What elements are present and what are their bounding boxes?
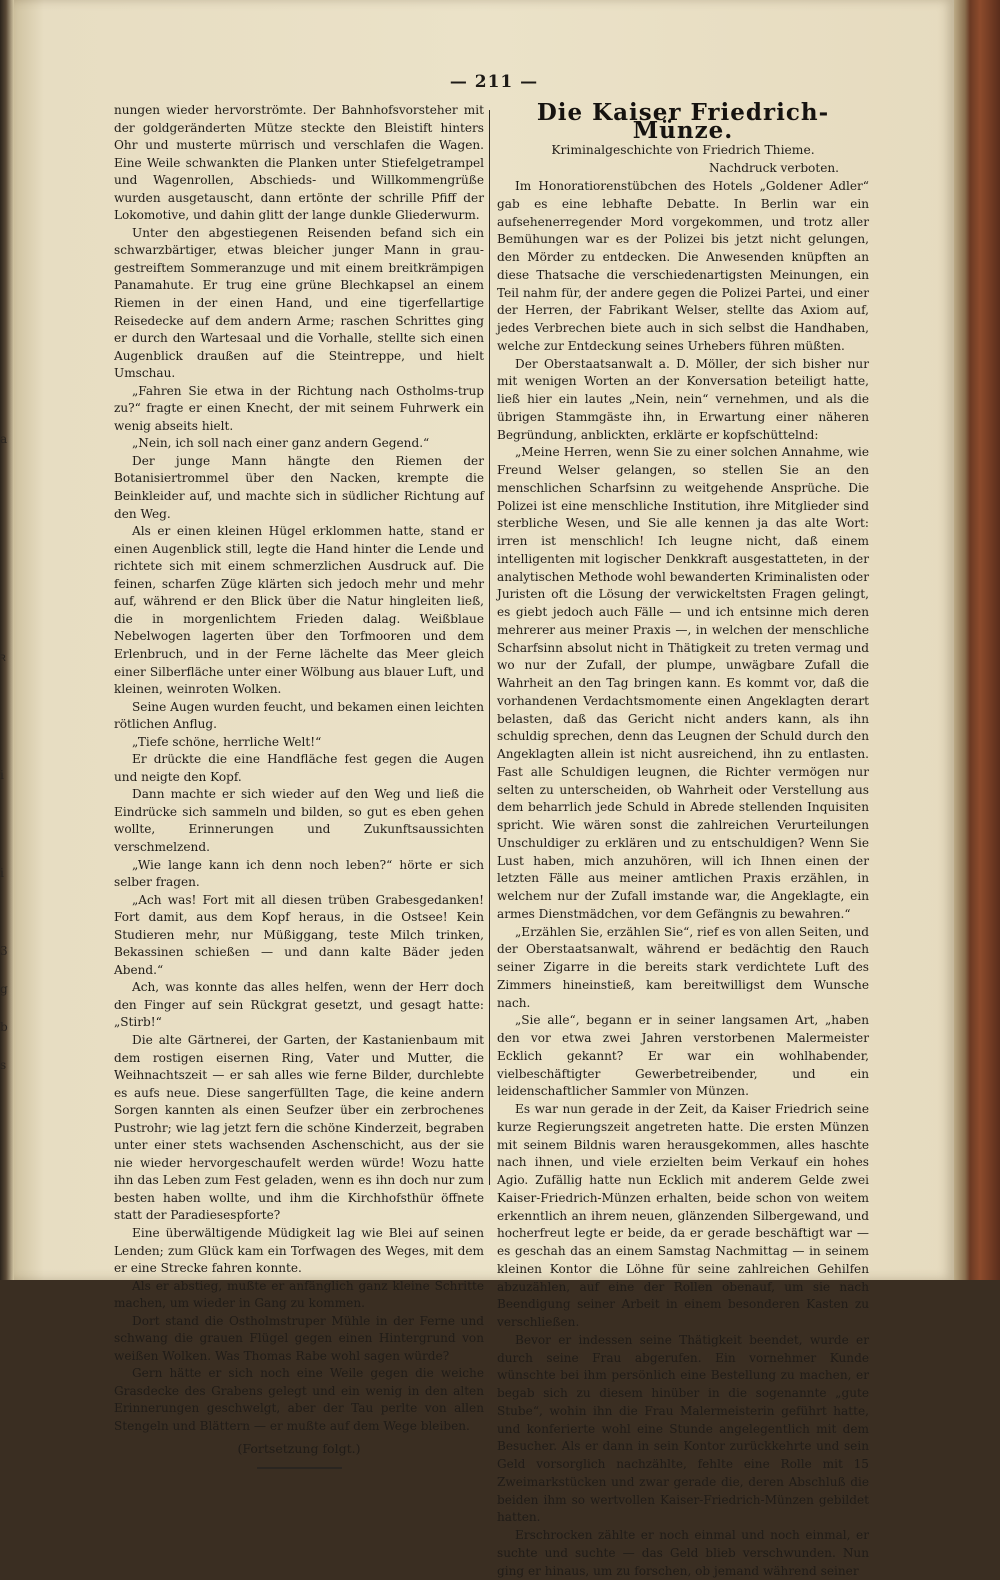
newspaper-page: [14, 0, 954, 1578]
edge-glyph: b: [0, 1020, 8, 1034]
left-paragraph: Er drückte die eine Handfläche fest gegen die Augen und neigte den Kopf.: [114, 752, 484, 784]
left-paragraph: Seine Augen wurden feucht, und bekamen einen leichten rötlichen Anflug.: [114, 699, 484, 732]
left-paragraph: Dann machte er sich wieder auf den Weg und ließ die Eindrücke sich sammeln und bilden, so gut es eben gehen wollte, Erinnerungen und Zukunftsaussichten verschmelzend.: [114, 787, 484, 854]
right-paragraph: Im Honoratiorenstübchen des Hotels „Goldener Adler“ gab es eine lebhafte Debatte. In Berlin war ein aufsehenerregender Mord vorgekommen, und trotz aller Bemühungen war es der Polizei bis jetzt nicht gelungen, den Mörder zu entdecken. Die Anwesenden knüpften an diese Thatsache die verschiedenartigsten Meinungen, ein Teil nahm für, der andere gegen die Polizei Partei, und einer der Herren, der Fabrikant Welser, stellte das Axiom auf, jedes Verbrechen biete auch in sich selbst die Handhaben, welche zur Entdeckung seines Urhebers führen müßten.: [497, 179, 869, 353]
edge-glyph: g: [0, 982, 8, 996]
left-paragraph: Als er abstieg, mußte er anfänglich ganz kleine Schritte machen, um wieder in Gang zu kommen.: [114, 1278, 484, 1311]
column-divider: [489, 110, 490, 1185]
left-paragraph: „Wie lange kann ich denn noch leben?“ hörte er sich selber fragen.: [114, 857, 484, 890]
edge-glyph: ꝛ: [0, 650, 6, 664]
story-subtitle: Kriminalgeschichte von Friedrich Thieme.: [551, 142, 815, 157]
right-paragraph: Der Oberstaatsanwalt a. D. Möller, der sich bisher nur mit wenigen Worten an der Konversation beteiligt hatte, ließ hier ein lautes „Nein, nein“ vernehmen, und als die übrigen Stammgäste ihn, in Erwartung einer näheren Begründung, anblickten, erklärte er kopfschüttelnd:: [497, 356, 869, 442]
left-paragraph: Als er einen kleinen Hügel erklommen hatte, stand er einen Augenblick still, legte die Hand hinter die Lende und richtete sich mit einem schmerzlichen Ausdruck auf. Die feinen, scharfen Züge klärten sich jedoch mehr und mehr auf, während er den Blick über die Natur hingleiten ließ, die in morgenlichtem Frieden dalag. Weißblaue Nebelwogen lagerten über den Torfmooren und dem Erlenbruch, und in der Ferne lächelte das Meer gleich einer Silberfläche unter einer Wölbung aus blauer Luft, und kleinen, weinroten Wolken.: [114, 524, 484, 697]
end-rule: [257, 1467, 342, 1469]
right-paragraph: „Erzählen Sie, erzählen Sie“, rief es von allen Seiten, und der Oberstaatsanwalt, während er bedächtig den Rauch seiner Zigarre in die bereits stark verdichtete Luft des Zimmers hineinstieß, kam bereitwilligst dem Wunsche nach.: [497, 924, 869, 1010]
left-paragraph: „Tiefe schöne, herrliche Welt!“: [132, 734, 322, 749]
left-column: [114, 102, 484, 1456]
left-paragraph: „Fahren Sie etwa in der Richtung nach Ostholms-trup zu?“ fragte er einen Knecht, der mit seinem Fuhrwerk ein wenig abseits hielt.: [114, 383, 484, 433]
left-paragraph: Dort stand die Ostholmstruper Mühle in der Ferne und schwang die grauen Flügel gegen einen Hintergrund von weißen Wolken. Was Thomas Rabe wohl sagen würde?: [114, 1313, 484, 1363]
edge-glyph: i: [0, 866, 4, 880]
left-paragraph: Eine überwältigende Müdigkeit lag wie Blei auf seinen Lenden; zum Glück kam ein Torfwagen des Weges, mit dem er eine Strecke fahren konnte.: [114, 1226, 484, 1276]
edge-glyph: s: [0, 1058, 7, 1072]
right-column: [497, 99, 869, 1578]
left-paragraph: Der junge Mann hängte den Riemen der Botanisiertrommel über den Nacken, krempte die Beinkleider auf, und machte sich in südlicher Richtung auf den Weg.: [114, 453, 484, 521]
left-paragraph: „Nein, ich soll nach einer ganz andern Gegend.“: [132, 436, 430, 451]
copyright-notice: Nachdruck verboten.: [708, 161, 839, 176]
edge-glyph: 3: [0, 944, 8, 958]
right-paragraph: „Sie alle“, begann er in seiner langsamen Art, „haben den vor etwa zwei Jahren verstorbenen Malermeister Ecklich gekannt? Er war ein wohlhabender, vielbeschäftigter Gewerbetreibender, und ein leidenschaftlicher Sammler von Münzen.: [497, 1013, 869, 1099]
left-paragraph: Unter den abgestiegenen Reisenden befand sich ein schwarzbärtiger, etwas bleicher junger Mann in grau-gestreiftem Sommeranzuge und mit einem breitkrämpigen Panamahute. Er trug eine grüne Blechkapsel an einem Riemen in der einen Hand, und eine tigerfellartige Reisedecke auf dem andern Arme; raschen Schrittes ging er durch den Wartesaal und die Vorhalle, stellte sich einen Augenblick draußen auf die Steintreppe, und hielt Umschau.: [114, 225, 484, 381]
previous-page-edge: [0, 430, 14, 1330]
edge-glyph: i: [0, 768, 4, 782]
left-paragraph: Gern hätte er sich noch eine Weile gegen die weiche Grasdecke des Grabens gelegt und ein wenig in den alten Erinnerungen geschwelgt, aber der Tau perlte von allen Stengeln und Blättern — er mußte auf dem Wege bleiben.: [114, 1366, 484, 1434]
story-title: Die Kaiser Friedrich-Münze.: [536, 99, 830, 144]
page-number: — 211 —: [449, 72, 539, 92]
continued-notice: (Fortsetzung folgt.): [237, 1440, 361, 1456]
edge-glyph: a: [0, 432, 8, 446]
right-paragraph: Bevor er indessen seine Thätigkeit beendet, wurde er durch seine Frau abgerufen. Ein vornehmer Kunde wünschte bei ihm persönlich eine Bestellung zu machen, er begab sich zu diesem hinüber in die sogenannte „gute Stube“, wohin ihn die Frau Malermeisterin geführt hatte, und konferierte wohl eine Stunde angelegentlich mit dem Besucher. Als er dann in sein Kontor zurückkehrte und sein Geld vorsorglich nachzählte, fehlte eine Rolle mit 15 Zweimarkstücken und zwar gerade die, deren Abschluß die beiden ihm so wertvollen Kaiser-Friedrich-Münzen gebildet hatten.: [497, 1332, 869, 1525]
right-paragraph: Erschrocken zählte er noch einmal und noch einmal, er suchte und suchte — das Geld blieb verschwunden. Nun ging er hinaus, um zu forschen, ob jemand während seiner: [497, 1528, 869, 1578]
left-paragraph: Die alte Gärtnerei, der Garten, der Kastanienbaum mit dem rostigen eisernen Ring, Vater und Mutter, die Weihnachtszeit — er sah alles wie ferne Bilder, durchlebte es aufs neue. Diese sangerfüllten Tage, die keine andern Sorgen kannten als einen Seufzer über ein zerbrochenes Pustrohr; wie lag jetzt fern die schöne Kinderzeit, begraben unter einer stets wachsenden Aschenschicht, aus der sie nie wieder hervorgeschaufelt werden würde! Wozu hatte ihn das Leben zum Fest geladen, wenn es ihn doch nur zum besten haben wollte, und ihm die Kirchhofsthür öffnete statt der Paradiesespforte?: [114, 1032, 484, 1223]
left-paragraph: nungen wieder hervorströmte. Der Bahnhofsvorsteher mit der goldgeränderten Mütze steckte den Bleistift hinters Ohr und musterte mürrisch und verschlafen die Wagen. Eine Weile schwankten die Planken unter Stiefelgetrampel und Wagenrollen, Abschieds- und Willkommengrüße wurden ausgetauscht, dann ertönte der schrille Pfiff der Lokomotive, und dahin glitt der lange dunkle Gliederwurm.: [114, 103, 484, 223]
right-paragraph: „Meine Herren, wenn Sie zu einer solchen Annahme, wie Freund Welser gelangen, so stellen Sie an den menschlichen Scharfsinn zu weitgehende Ansprüche. Die Polizei ist eine menschliche Institution, ihre Mitglieder sind sterbliche Wesen, und Sie alle kennen ja das alte Wort: irren ist menschlich! Ich leugne nicht, daß einem intelligenten mit logischer Denkkraft ausgestatteten, in der analytischen Methode wohl bewanderten Kriminalisten oder Juristen oft die Lösung der verwickeltsten Fragen gelingt, es giebt jedoch auch Fälle — und ich entsinne mich deren mehrerer aus meiner Praxis —, in welchen der menschliche Scharfsinn absolut nicht in Thätigkeit zu treten vermag und wo nur der Zufall, der plumpe, unwägbare Zufall die Wahrheit an den Tag bringen kann. Es kommt vor, daß die vorhandenen Verdachtsmomente einen Angeklagten derart belasten, daß das Gericht nicht anders kann, als ihn schuldig sprechen, denn das Leugnen der Schuld durch den Angeklagten allein ist nicht ausreichend, ihn zu entlasten. Fast alle Schuldigen leugnen, die Richter vermögen nur selten zu unterscheiden, ob Wahrheit oder Verstellung aus dem beharrlich jede Schuld in Abrede stellenden Inquisiten spricht. Wie wären sonst die zahlreichen Verurteilungen Unschuldiger zu erklären und zu entschuldigen? Wenn Sie Lust haben, mich anzuhören, will ich Ihnen einen der letzten Fälle aus meiner amtlichen Praxis erzählen, in welchem nur der Zufall imstande war, die Angeklagte, ein armes Dienstmädchen, vor dem Gefängnis zu bewahren.“: [497, 445, 869, 921]
right-paragraph: Es war nun gerade in der Zeit, da Kaiser Friedrich seine kurze Regierungszeit angetreten hatte. Die ersten Münzen mit seinem Bildnis waren herausgekommen, alles haschte nach ihnen, und viele erzielten beim Verkauf ein hohes Agio. Zufällig hatte nun Ecklich mit anderem Gelde zwei Kaiser-Friedrich-Münzen erhalten, beide schon von weitem erkenntlich an ihrem neuen, glänzenden Silbergewand, und hocherfreut legte er beide, da er gerade beschäftigt war — es geschah das an einem Samstag Nachmittag — in seinem kleinen Kontor die Löhne für seine zahlreichen Gehilfen abzuzählen, auf eine der Rollen obenauf, um sie nach Beendigung seiner Arbeit in einem besonderen Kasten zu verschließen.: [497, 1102, 869, 1329]
left-paragraph: Ach, was konnte das alles helfen, wenn der Herr doch den Finger auf sein Rückgrat gesetzt, und gesagt hatte: „Stirb!“: [114, 980, 484, 1030]
left-paragraph: „Ach was! Fort mit all diesen trüben Grabesgedanken! Fort damit, aus dem Kopf heraus, in die Ostsee! Kein Studieren mehr, nur Müßiggang, teste Milch trinken, Bekassinen schießen — und dann kalte Bäder jeden Abend.“: [114, 892, 484, 977]
